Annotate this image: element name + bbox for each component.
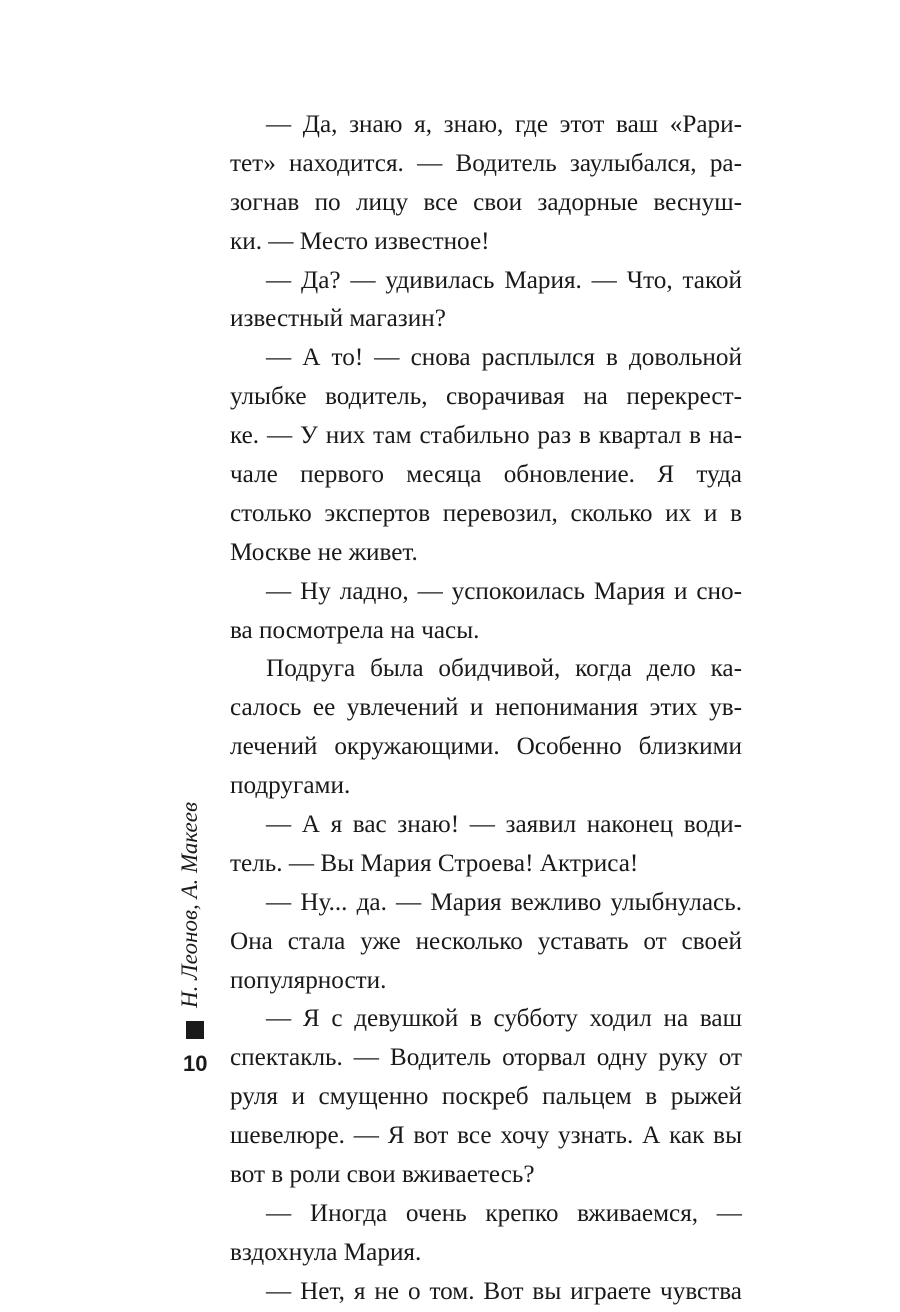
text-line: чале первого месяца обновление. Я туда <box>230 461 742 489</box>
text-line: подругами. <box>230 772 351 800</box>
text-line: популярности. <box>230 966 387 994</box>
text-line: — А я вас знаю! — заявил наконец води- <box>266 811 742 839</box>
text-line: известный магазин? <box>230 305 446 333</box>
text-line: Она стала уже несколько уставать от своей <box>230 927 742 955</box>
text-line: тет» находится. — Водитель заулыбался, ра- <box>230 149 742 177</box>
text-line: — Иногда очень крепко вживаемся, — <box>266 1199 742 1227</box>
text-line: — Ну... да. — Мария вежливо улыбнулась. <box>266 888 742 916</box>
text-line: ки. — Место известное! <box>230 227 490 255</box>
text-line: столько экспертов перевозил, сколько их и в <box>230 499 742 527</box>
text-line: тель. — Вы Мария Строева! Актриса! <box>230 849 639 877</box>
text-line: руля и смущенно поскреб пальцем в рыжей <box>230 1083 742 1111</box>
text-line: — Я с девушкой в субботу ходил на ваш <box>266 1005 742 1033</box>
text-line: шевелюре. — Я вот все хочу узнать. А как вы <box>230 1122 742 1150</box>
text-line: спектакль. — Водитель оторвал одну руку от <box>230 1044 742 1072</box>
text-line: — А то! — снова расплылся в довольной <box>266 344 742 372</box>
text-line: вот в роли свои вживаетесь? <box>230 1161 535 1189</box>
text-line: — Нет, я не о том. Вот вы играете чувства <box>266 1277 742 1305</box>
text-line: улыбке водитель, сворачивая на перекрест- <box>230 383 742 411</box>
folio-square-marker <box>186 1021 204 1039</box>
text-line: — Да? — удивилась Мария. — Что, такой <box>266 266 742 294</box>
body-text <box>230 106 742 1312</box>
text-line: Подруга была обидчивой, когда дело ка- <box>266 655 742 683</box>
text-line: лечений окружающими. Особенно близкими <box>230 733 742 761</box>
running-head-author: Н. Леонов, А. Макеев <box>177 802 202 1008</box>
page-number: 10 <box>183 1051 208 1076</box>
text-line: зогнав по лицу все свои задорные веснуш- <box>230 188 742 216</box>
text-line: ва посмотрела на часы. <box>230 616 480 644</box>
text-line: салось ее увлечений и непонимания этих ув- <box>230 694 742 722</box>
text-line: ке. — У них там стабильно раз в квартал в на- <box>230 422 742 450</box>
text-line: — Ну ладно, — успокоилась Мария и сно- <box>266 577 742 605</box>
text-line: — Да, знаю я, знаю, где этот ваш «Рари- <box>266 111 742 138</box>
text-line: Москве не живет. <box>230 538 418 566</box>
text-line: вздохнула Мария. <box>230 1238 422 1266</box>
